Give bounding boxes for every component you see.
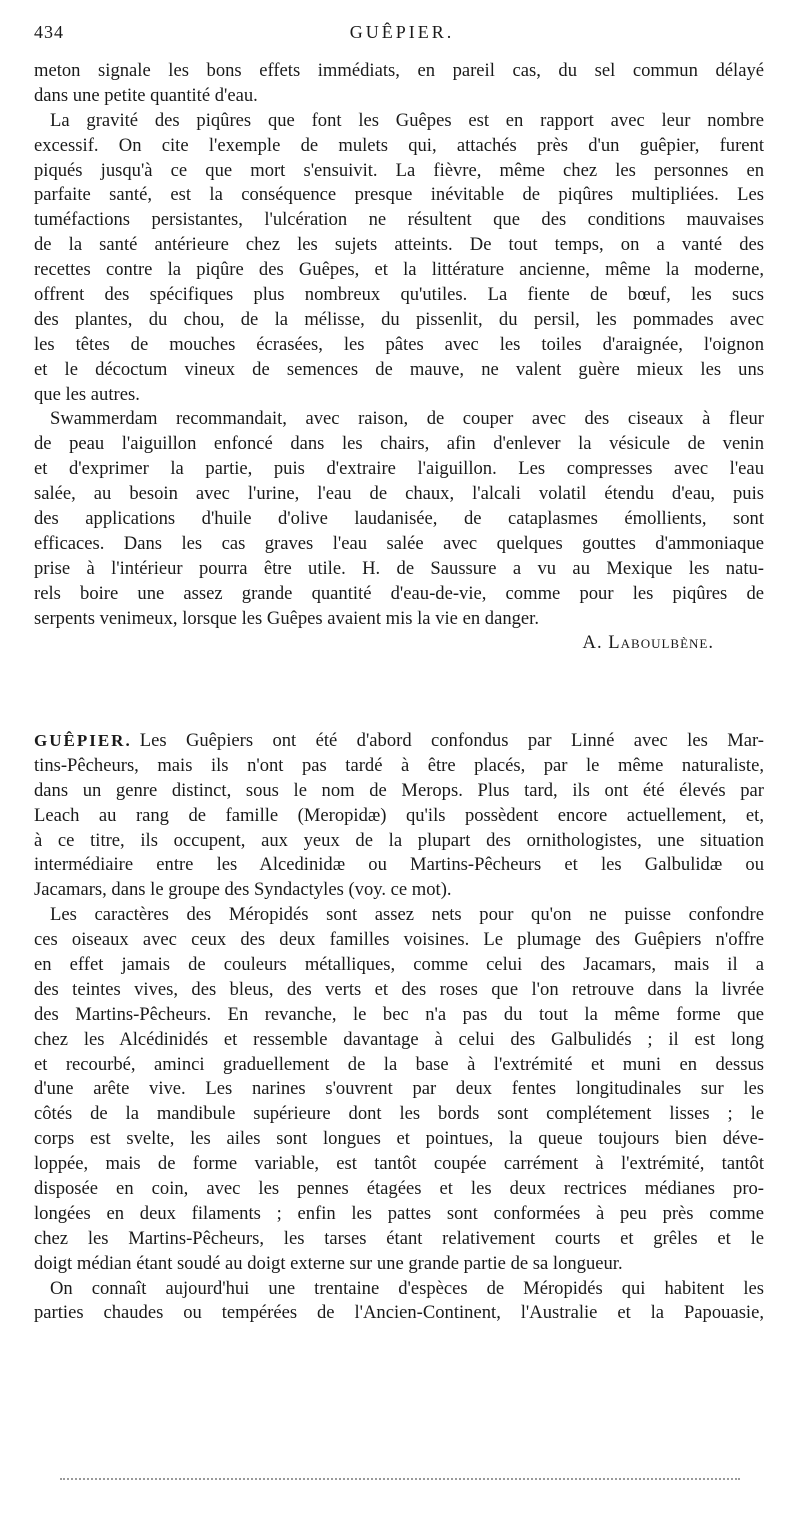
text-line: excessif. On cite l'exemple de mulets qui, attachés près d'un guêpier, furent [34, 134, 764, 156]
text-line: parfaite santé, est la conséquence presque inévitable de piqûres multipliées. Les [34, 184, 764, 206]
text-line: tuméfactions persistantes, l'ulcération ne résultent que des conditions mauvaises [34, 209, 764, 231]
text-line: parties chaudes ou tempérées de l'Ancien-Continent, l'Australie et la Papouasie, [34, 1302, 764, 1324]
text-line: Les caractères des Méropidés sont assez nets pour qu'on ne puisse confondre [50, 904, 764, 926]
article-guepier [34, 729, 764, 1326]
text-line: côtés de la mandibule supérieure dont les bords sont complétement lisses ; le [34, 1103, 764, 1125]
text-line: offrent des spécifiques plus nombreux qu'utiles. La fiente de bœuf, les sucs [34, 284, 764, 306]
text-line: les têtes de mouches écrasées, les pâtes avec les toiles d'araignée, l'oignon [34, 333, 764, 355]
text-line: de peau l'aiguillon enfoncé dans les chairs, afin d'enlever la vésicule de venin [34, 433, 764, 455]
text-line: Swammerdam recommandait, avec raison, de couper avec des ciseaux à fleur [50, 408, 764, 430]
text-line: loppée, mais de forme variable, est tantôt coupée carrément à l'extrémité, tantôt [34, 1153, 764, 1175]
text-line: Leach au rang de famille (Meropidæ) qu'ils possèdent encore actuellement, et, [34, 804, 764, 826]
text-line: meton signale les bons effets immédiats, en pareil cas, du sel commun délayé [34, 60, 764, 81]
text-line: efficaces. Dans les cas graves l'eau salée avec quelques gouttes d'ammoniaque [34, 532, 764, 554]
article-wasp-stings-continued [34, 59, 764, 656]
text-line: disposée en coin, avec les pennes étagées et les deux rectrices médianes pro- [34, 1178, 764, 1200]
text-line: Jacamars, dans le groupe des Syndactyles (voy. ce mot). [34, 879, 452, 901]
text-line: longées en deux filaments ; enfin les pattes sont conformées à peu près comme [34, 1202, 764, 1224]
page-number: 434 [34, 22, 64, 42]
text-line: On connaît aujourd'hui une trentaine d'espèces de Méropidés qui habitent les [50, 1277, 764, 1299]
text-line: chez les Alcédinidés et ressemble davantage à celui des Galbulidés ; il est long [34, 1028, 764, 1050]
text-line: salée, au besoin avec l'urine, l'eau de chaux, l'alcali volatil étendu d'eau, puis [34, 483, 764, 505]
text-line: des applications d'huile d'olive laudanisée, de cataplasmes émollients, sont [34, 508, 764, 530]
entry-first-line [34, 729, 764, 754]
text-line: doigt médian étant soudé au doigt externe sur une grande partie de sa longueur. [34, 1252, 623, 1274]
text-line: corps est svelte, les ailes sont longues et pointues, la queue toujours bien déve- [34, 1128, 764, 1150]
text-line: à ce titre, ils occupent, aux yeux de la plupart des ornithologistes, une situation [34, 829, 764, 851]
running-head: GUÊPIER. [349, 22, 455, 42]
text-line: La gravité des piqûres que font les Guêpes est en rapport avec leur nombre [50, 109, 764, 131]
text-line: recettes contre la piqûre des Guêpes, et la littérature ancienne, même la moderne, [34, 259, 764, 281]
text-line: en effet jamais de couleurs métalliques, comme celui des Jacamars, mais il a [34, 954, 764, 976]
text-line: serpents venimeux, lorsque les Guêpes avaient mis la vie en danger. [34, 607, 539, 629]
text-line: ces oiseaux avec ceux des deux familles voisines. Le plumage des Guêpiers n'offre [34, 929, 764, 951]
page-header [34, 20, 770, 50]
text-line: d'une arête vive. Les narines s'ouvrent par deux fentes longitudinales sur les [34, 1078, 764, 1100]
text-line: prise à l'intérieur pourra être utile. H. de Saussure a vu au Mexique les natu- [34, 557, 764, 579]
text-line: et recourbé, aminci graduellement de la base à l'extrémité et muni en dessus [34, 1053, 764, 1075]
text-line-segment: Les Guêpiers ont été d'abord confondus par Linné avec les Mar- [139, 730, 764, 751]
text-line: et d'exprimer la partie, puis d'extraire l'aiguillon. Les compresses avec l'eau [34, 458, 764, 480]
text-line: et le décoctum vineux de semences de mauve, ne valent guère mieux les uns [34, 358, 764, 380]
text-line: chez les Martins-Pêcheurs, les tarses étant relativement courts et grêles et le [34, 1227, 764, 1249]
text-line: intermédiaire entre les Alcedinidæ ou Martins-Pêcheurs et les Galbulidæ ou [34, 854, 764, 876]
text-line: rels boire une assez grande quantité d'eau-de-vie, comme pour les piqûres de [34, 582, 764, 604]
text-line: tins-Pêcheurs, mais ils n'ont pas tardé à être placés, par le même naturaliste, [34, 754, 764, 776]
entry-headword: GUÊPIER. [34, 731, 132, 750]
text-line: que les autres. [34, 383, 140, 405]
text-line: des Martins-Pêcheurs. En revanche, le bec n'a pas du tout la même forme que [34, 1003, 764, 1025]
footer-dotted-rule [60, 1478, 740, 1480]
text-line: piqués jusqu'à ce que mort s'ensuivit. La fièvre, même chez les personnes en [34, 159, 764, 181]
text-line: dans un genre distinct, sous le nom de Merops. Plus tard, ils ont été élevés par [34, 779, 764, 801]
text-line: dans une petite quantité d'eau. [34, 84, 258, 106]
text-line: des plantes, du chou, de la mélisse, du pissenlit, du persil, les pommades avec [34, 308, 764, 330]
text-line: des teintes vives, des bleus, des verts et des roses que l'on retrouve dans la livrée [34, 978, 764, 1000]
author-signature: A. Laboulbène. [582, 632, 714, 654]
text-line: de la santé antérieure chez les sujets atteints. De tout temps, on a vanté des [34, 234, 764, 256]
